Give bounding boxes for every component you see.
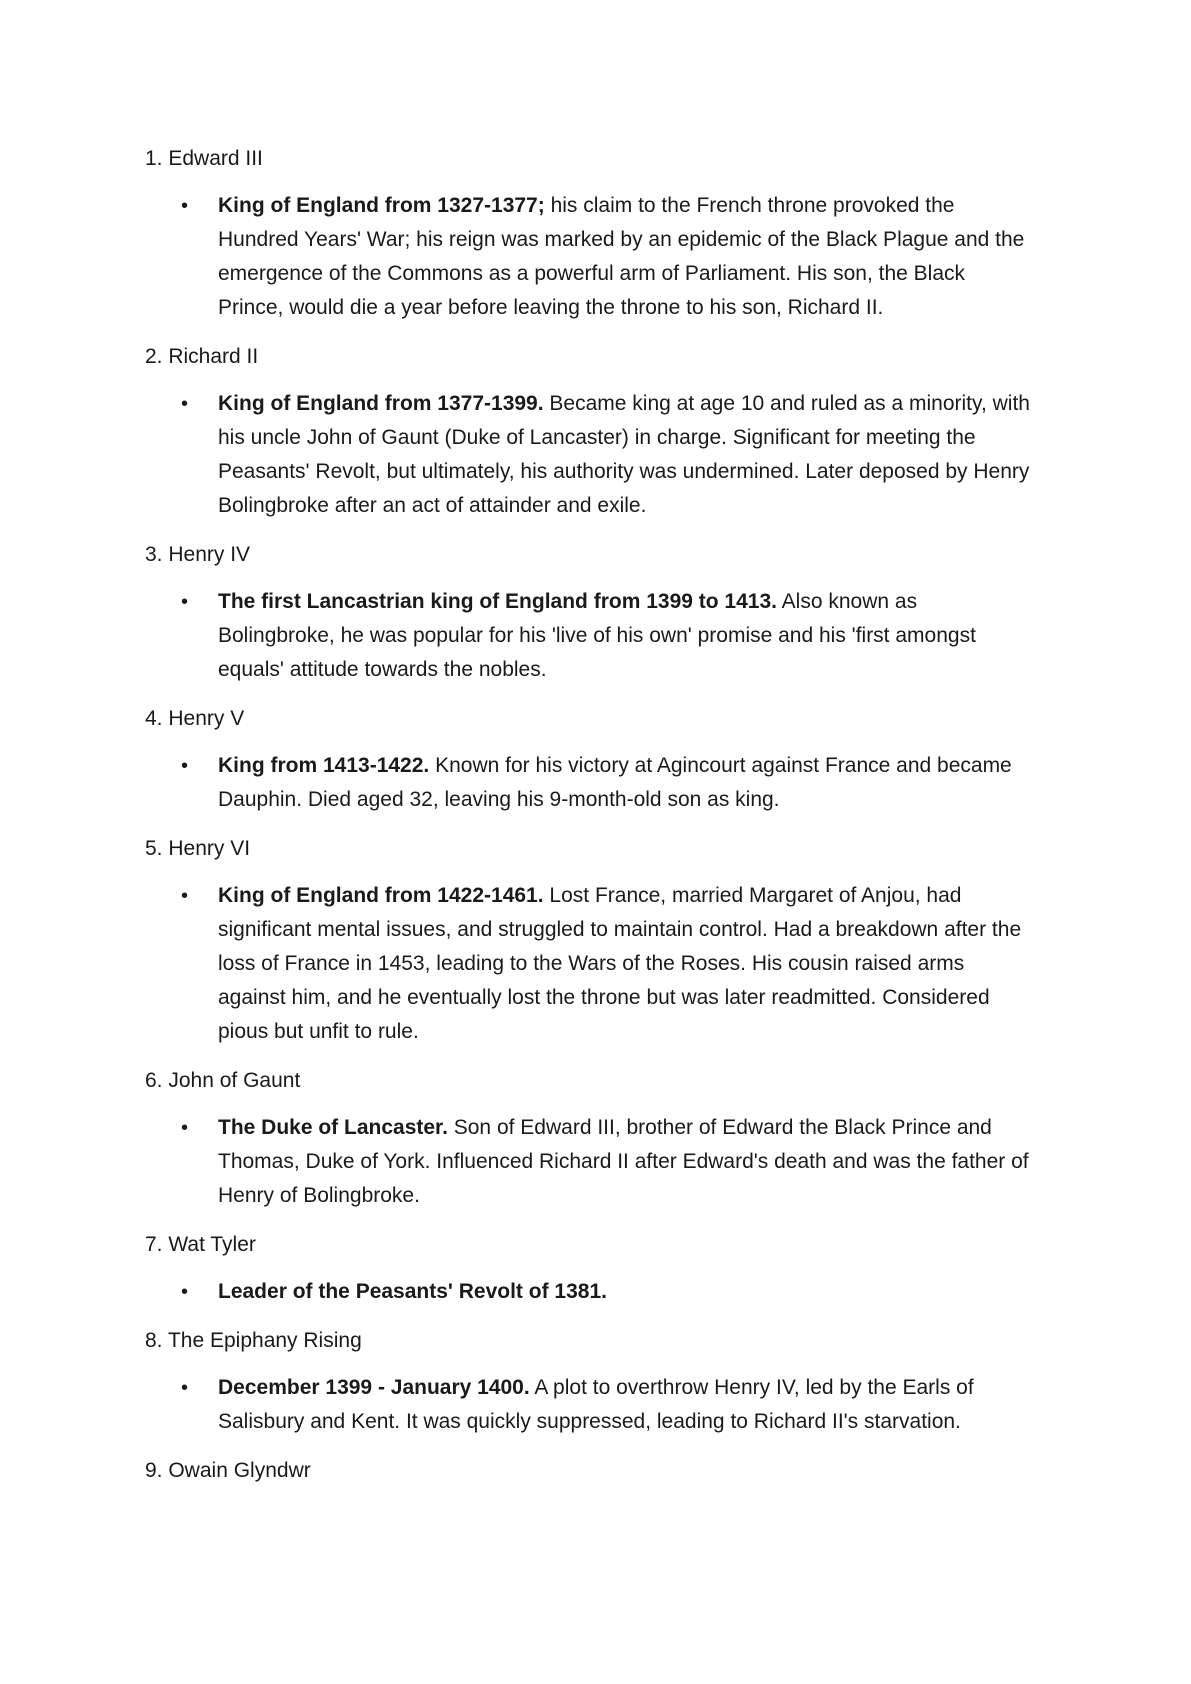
entry-heading: 4. Henry V: [145, 707, 245, 730]
bullet-list: [145, 879, 1041, 1049]
entry-owain-glyndwr: [145, 1457, 1041, 1485]
bullet-item: [145, 387, 1041, 523]
entry-heading: 6. John of Gaunt: [145, 1069, 301, 1092]
bullet-text: his claim to the French throne provoked the Hundred Years' War; his reign was marked by an epidemic of the Black Plague and the emergence of the Commons as a powerful arm of Parliament. His son, the Black Prince, would die a year before leaving the throne to his son, Richard II.: [218, 194, 1025, 319]
bullet-bold-text: The Duke of Lancaster.: [218, 1116, 448, 1139]
entry-heading: 7. Wat Tyler: [145, 1233, 256, 1256]
entry-heading: 1. Edward III: [145, 147, 263, 170]
bullet-list: [145, 1275, 1041, 1309]
bullet-bold-text: King of England from 1377-1399.: [218, 392, 544, 415]
bullet-text: A plot to overthrow Henry IV, led by the Earls of Salisbury and Kent. It was quickly suppressed, leading to Richard II's starvation.: [218, 1376, 974, 1433]
bullet-list: [145, 1371, 1041, 1439]
bullet-item: [145, 1111, 1041, 1213]
bullet-bold-text: Leader of the Peasants' Revolt of 1381.: [218, 1280, 607, 1303]
bullet-bold-text: King of England from 1422-1461.: [218, 884, 544, 907]
entry-heading: 3. Henry IV: [145, 543, 251, 566]
entry-heading: 2. Richard II: [145, 345, 259, 368]
entry-heading: 8. The Epiphany Rising: [145, 1329, 362, 1352]
bullet-list: [145, 749, 1041, 817]
entry-epiphany-rising: [145, 1327, 1041, 1439]
bullet-item: [145, 749, 1041, 817]
bullet-item: [145, 1371, 1041, 1439]
bullet-list: [145, 585, 1041, 687]
entry-heading: 5. Henry VI: [145, 837, 251, 860]
bullet-item: [145, 1275, 1041, 1309]
bullet-text: Son of Edward III, brother of Edward the Black Prince and Thomas, Duke of York. Influenced Richard II after Edward's death and was the father of Henry of Bolingbroke.: [218, 1116, 1029, 1207]
bullet-bold-text: The first Lancastrian king of England from 1399 to 1413.: [218, 590, 777, 613]
bullet-text: Became king at age 10 and ruled as a minority, with his uncle John of Gaunt (Duke of Lancaster) in charge. Significant for meeting the Peasants' Revolt, but ultimately, his authority was undermined. Later deposed by Henry Bolingbroke after an act of attainder and exile.: [218, 392, 1030, 517]
entry-edward-iii: [145, 145, 1041, 325]
entry-richard-ii: [145, 343, 1041, 523]
bullet-bold-text: King of England from 1327-1377;: [218, 194, 545, 217]
bullet-bold-text: December 1399 - January 1400.: [218, 1376, 530, 1399]
bullet-bold-text: King from 1413-1422.: [218, 754, 430, 777]
bullet-text: Also known as Bolingbroke, he was popular for his 'live of his own' promise and his 'first amongst equals' attitude towards the nobles.: [218, 590, 976, 681]
bullet-text: Known for his victory at Agincourt against France and became Dauphin. Died aged 32, leaving his 9-month-old son as king.: [218, 754, 1012, 811]
bullet-text: Lost France, married Margaret of Anjou, had significant mental issues, and struggled to maintain control. Had a breakdown after the loss of France in 1453, leading to the Wars of the Roses. His cousin raised arms against him, and he eventually lost the throne but was later readmitted. Considered pious but unfit to rule.: [218, 884, 1022, 1043]
entry-henry-iv: [145, 541, 1041, 687]
entry-john-of-gaunt: [145, 1067, 1041, 1213]
entry-henry-v: [145, 705, 1041, 817]
bullet-list: [145, 387, 1041, 523]
bullet-item: [145, 585, 1041, 687]
entry-heading: 9. Owain Glyndwr: [145, 1459, 311, 1482]
bullet-item: [145, 879, 1041, 1049]
bullet-list: [145, 189, 1041, 325]
entry-wat-tyler: [145, 1231, 1041, 1309]
entry-henry-vi: [145, 835, 1041, 1049]
bullet-item: [145, 189, 1041, 325]
bullet-list: [145, 1111, 1041, 1213]
